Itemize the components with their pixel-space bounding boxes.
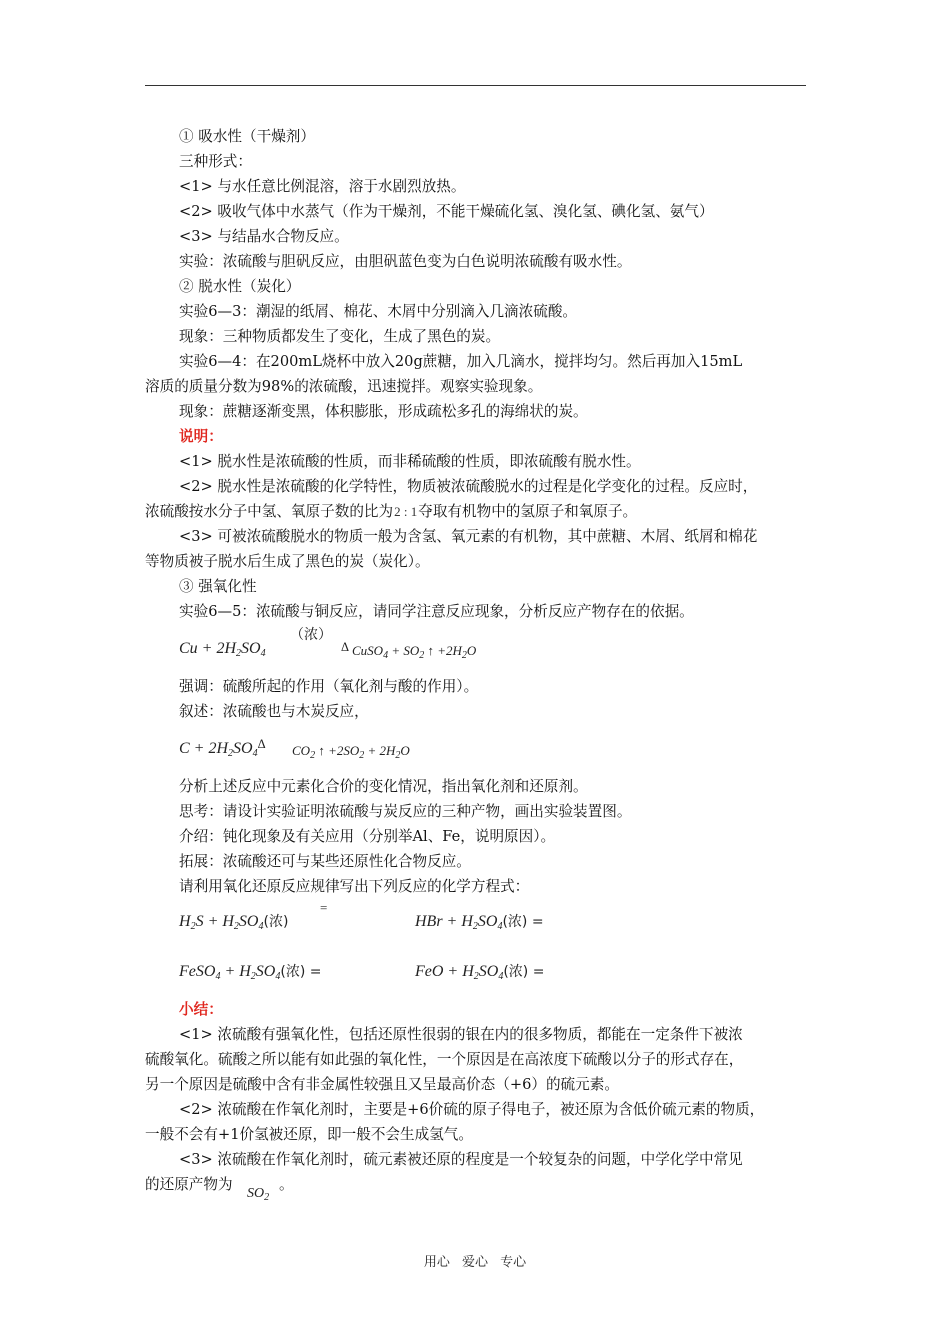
eq-term: + 2H — [364, 743, 396, 758]
eq-term: (浓) = — [280, 964, 322, 980]
equation-copper-products — [352, 641, 476, 666]
section-heading-note: 说明： — [179, 428, 223, 445]
eq-term: H — [179, 913, 191, 930]
page-footer: 用心 爱心 专心 — [423, 1255, 527, 1270]
eq-term: FeO + H — [415, 963, 474, 980]
eq-term: +2H — [437, 643, 462, 658]
header-rule — [145, 85, 806, 86]
eq-sub: 2 — [395, 750, 401, 761]
eq-sub: 2 — [236, 648, 242, 659]
eq-term: Cu + 2H — [179, 640, 237, 657]
text-line: 强调：硫酸所起的作用（氧化剂与酸的作用）。 — [179, 678, 479, 695]
text-line: 实验6—4：在200mL烧杯中放入20g蔗糖，加入几滴水，搅拌均匀。然后再加入15mL — [179, 353, 743, 370]
equation-carbon — [179, 739, 266, 764]
equation-feo — [415, 962, 544, 987]
text-line: 请利用氧化还原反应规律写出下列反应的化学方程式： — [179, 878, 530, 895]
eq-term: + SO — [388, 643, 420, 658]
text-line: 三种形式： — [179, 153, 252, 170]
delta-icon: Δ — [257, 737, 266, 751]
text-line: <3> 可被浓硫酸脱水的物质一般为含氢、氧元素的有机物，其中蔗糖、木屑、纸屑和棉花 — [179, 528, 758, 545]
text-line: <1> 与水任意比例混溶，溶于水剧烈放热。 — [179, 178, 466, 195]
ratio: 2 : 1 — [394, 504, 418, 519]
text-line: ③ 强氧化性 — [179, 578, 257, 595]
eq-term: CO — [292, 743, 311, 758]
eq-term: +2SO — [328, 743, 360, 758]
equation-concentrated-label — [290, 625, 332, 645]
eq-sub: 4 — [260, 648, 266, 659]
eq-term: C + 2H — [179, 740, 229, 757]
eq-sub: 2 — [359, 750, 365, 761]
text-line: ② 脱水性（炭化） — [179, 278, 301, 295]
text-line: <1> 脱水性是浓硫酸的性质，而非稀硫酸的性质，即浓硫酸有脱水性。 — [179, 453, 641, 470]
text-line: 实验6—5：浓硫酸与铜反应，请同学注意反应现象，分析反应产物存在的依据。 — [179, 603, 694, 620]
eq-term: SO — [241, 640, 261, 657]
eq-term: SO — [478, 963, 499, 980]
text-line: 硫酸氧化。硫酸之所以能有如此强的氧化性，一个原因是在高浓度下硫酸以分子的形式存在， — [145, 1051, 744, 1068]
eq-sub: 2 — [233, 921, 239, 932]
eq-sub: 2 — [190, 921, 196, 932]
equation-copper — [179, 639, 266, 664]
text-line: <1> 浓硫酸有强氧化性，包括还原性很弱的银在内的很多物质，都能在一定条件下被浓 — [179, 1026, 743, 1043]
eq-sub: 4 — [383, 650, 389, 661]
eq-sub: 4 — [275, 971, 281, 982]
up-arrow-icon: ↑ — [424, 643, 438, 658]
text-line: 等物质被子脱水后生成了黑色的炭（炭化）。 — [145, 553, 430, 570]
text-line: <3> 浓硫酸在作氧化剂时，硫元素被还原的程度是一个较复杂的问题，中学化学中常见 — [179, 1151, 743, 1168]
eq-sub: 4 — [258, 921, 264, 932]
text-line: 实验：浓硫酸与胆矾反应，由胆矾蓝色变为白色说明浓硫酸有吸水性。 — [179, 253, 632, 270]
eq-term: (浓) = — [503, 964, 545, 980]
eq-sub: 2 — [250, 971, 256, 982]
eq-term: CuSO — [352, 643, 384, 658]
eq-sub: 2 — [461, 650, 467, 661]
text-line: 溶质的质量分数为98%的浓硫酸，迅速搅拌。观察实验现象。 — [145, 378, 543, 395]
text-line: ① 吸水性（干燥剂） — [179, 128, 315, 145]
equation-so2 — [247, 1184, 269, 1208]
text-line: 实验6—3：潮湿的纸屑、棉花、木屑中分别滴入几滴浓硫酸。 — [179, 303, 578, 320]
delta-icon: Δ — [341, 640, 350, 654]
section-heading-summary: 小结： — [179, 1001, 223, 1018]
eq-term: SO — [247, 1186, 265, 1201]
equation-equals: = — [320, 900, 328, 915]
text-segment: 夺取有机物中的氢原子和氧原子。 — [418, 503, 638, 520]
text-line: 叙述：浓硫酸也与木炭反应， — [179, 703, 369, 720]
text-line: 拓展：浓硫酸还可与某些还原性化合物反应。 — [179, 853, 471, 870]
eq-sub: 4 — [215, 971, 221, 982]
text-line: 分析上述反应中元素化合价的变化情况，指出氧化剂和还原剂。 — [179, 778, 588, 795]
eq-sub: 2 — [419, 650, 425, 661]
equation-delta — [341, 637, 349, 657]
text-line: 介绍：钝化现象及有关应用（分别举Al、Fe，说明原因）。 — [179, 828, 556, 845]
eq-term: S + H — [195, 913, 234, 930]
eq-term: FeSO — [179, 963, 216, 980]
equation-carbon-products — [292, 741, 410, 766]
eq-sub: 4 — [252, 748, 258, 759]
text-line: 一般不会有+1价氢被还原，即一般不会生成氢气。 — [145, 1126, 473, 1143]
text-line: <2> 浓硫酸在作氧化剂时，主要是+6价硫的原子得电子，被还原为含低价硫元素的物质， — [179, 1101, 765, 1118]
equation-feso4 — [179, 962, 321, 987]
eq-term: （浓） — [290, 627, 332, 643]
eq-term: HBr + H — [415, 913, 473, 930]
text-line: 现象：三种物质都发生了变化，生成了黑色的炭。 — [179, 328, 501, 345]
text-segment: 浓硫酸按水分子中氢、氧原子数的比为 — [145, 503, 394, 520]
text-line — [145, 502, 637, 522]
text-line: <3> 与结晶水合物反应。 — [179, 228, 349, 245]
text-line: 思考：请设计实验证明浓硫酸与炭反应的三种产物，画出实验装置图。 — [179, 803, 632, 820]
up-arrow-icon: ↑ — [315, 743, 329, 758]
text-line: <2> 吸收气体中水蒸气（作为干燥剂，不能干燥硫化氢、溴化氢、碘化氢、氨气） — [179, 203, 714, 220]
eq-sub: 2 — [473, 971, 479, 982]
eq-term: (浓) — [263, 914, 289, 930]
eq-term: (浓) = — [502, 914, 544, 930]
equation-hbr — [415, 912, 544, 937]
eq-sub: 2 — [310, 750, 316, 761]
eq-sub: 2 — [472, 921, 478, 932]
eq-sub: 2 — [228, 748, 234, 759]
text-line: 的还原产物为 — [145, 1176, 233, 1193]
eq-term: SO — [233, 740, 253, 757]
eq-term: O — [466, 643, 477, 658]
eq-sub: 4 — [497, 921, 503, 932]
eq-term: SO — [477, 913, 498, 930]
text-period: 。 — [279, 1176, 294, 1193]
eq-sub: 4 — [498, 971, 504, 982]
eq-term: SO — [238, 913, 259, 930]
eq-term: + H — [220, 963, 251, 980]
eq-term: SO — [255, 963, 276, 980]
text-line: <2> 脱水性是浓硫酸的化学特性，物质被浓硫酸脱水的过程是化学变化的过程。反应时， — [179, 478, 758, 495]
text-line: 现象：蔗糖逐渐变黑，体积膨胀，形成疏松多孔的海绵状的炭。 — [179, 403, 588, 420]
eq-sub: 2 — [264, 1192, 270, 1203]
eq-term: O — [400, 743, 410, 758]
text-line: 另一个原因是硫酸中含有非金属性较强且又呈最高价态（+6）的硫元素。 — [145, 1076, 619, 1093]
equation-h2s — [179, 912, 288, 937]
